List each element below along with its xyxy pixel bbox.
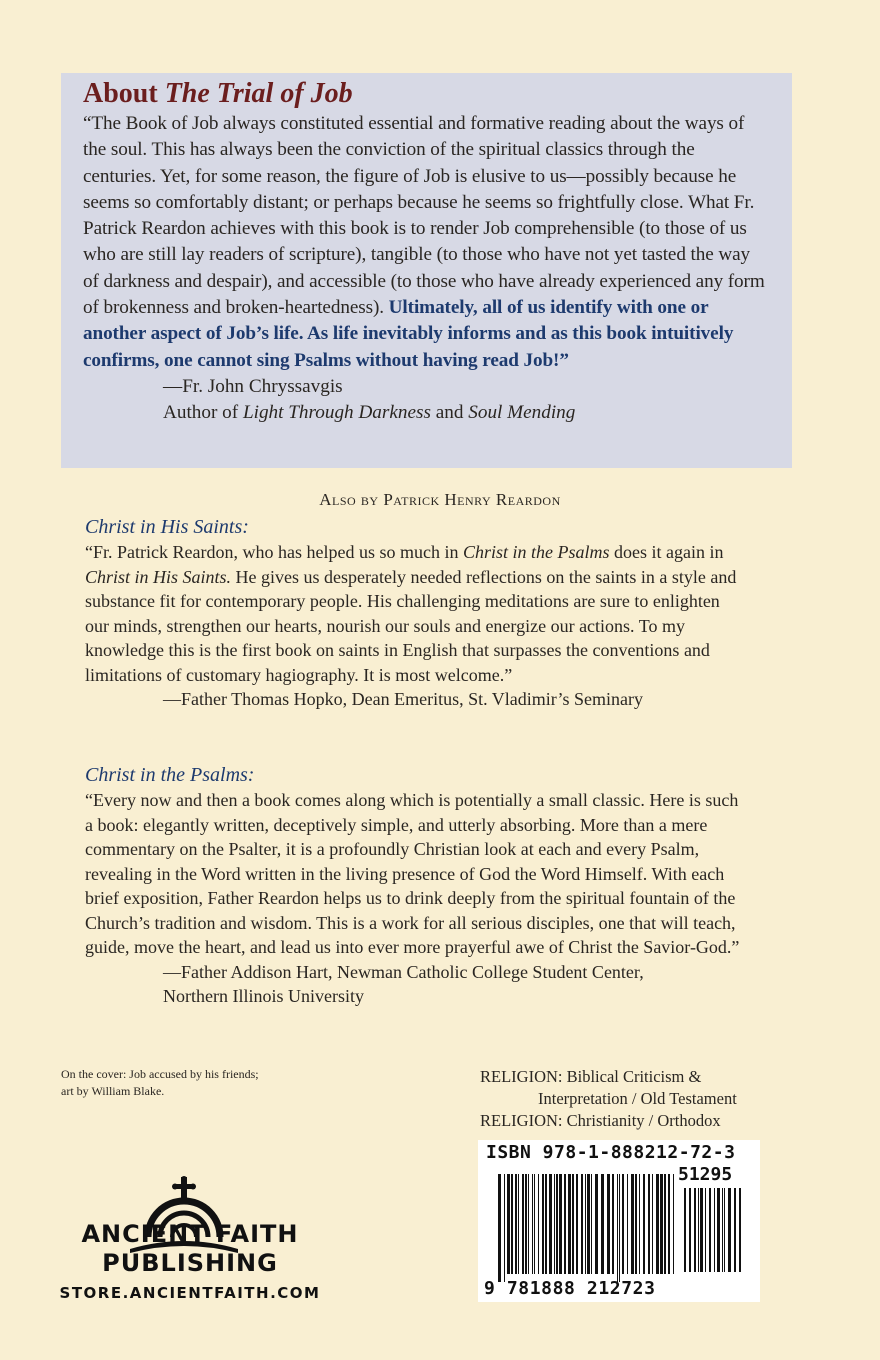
barcode-bar [714, 1188, 715, 1272]
barcode-bar [656, 1174, 659, 1274]
isbn-barcode [478, 1140, 760, 1302]
category-1-line-2: Interpretation / Old Testament [538, 1089, 737, 1108]
barcode-bar [525, 1174, 527, 1274]
publisher-line-2: PUBLISHING [102, 1249, 278, 1277]
barcode-bar [700, 1188, 703, 1272]
barcode-bar [528, 1174, 529, 1274]
ean-digits: 9 781888 212723 [484, 1278, 656, 1299]
author-book-2: Soul Mending [468, 402, 576, 424]
book-2-attribution-line-1: —Father Addison Hart, Newman Catholic College Student Center, [163, 961, 644, 982]
also-by-heading: Also by Patrick Henry Reardon [319, 490, 561, 509]
barcode-bar [619, 1174, 620, 1282]
category-2: RELIGION: Christianity / Orthodox [480, 1111, 721, 1130]
barcode-bar [698, 1188, 699, 1272]
author-book-1: Light Through Darkness [242, 402, 431, 424]
book-2-quote: “Every now and then a book comes along which is potentially a small classic. Here is such a book: elegantly written, deceptively simple, and utterly absorbing. More than a mere commentary on the Psalter, it is a profoundly Christian look at each and every Psalm, revealing in the Word written in the living presence of God the Word Himself. With each brief exposition, Father Reardon helps us to drink deeply from the spiritual fountain of the Church’s tradition and wisdom. This is a work for all serious disciples, one that will teach, guide, move the heart, and lead us into ever more prayerful awe of Christ the Savior-God.” [85, 790, 740, 957]
barcode-bar [664, 1174, 666, 1274]
about-title [83, 77, 770, 111]
barcode-bar [617, 1174, 618, 1282]
barcode-bar [684, 1188, 686, 1272]
price-code: 51295 [678, 1164, 733, 1185]
category-1-line-1: RELIGION: Biblical Criticism & [480, 1067, 702, 1086]
barcode-bar [538, 1174, 539, 1274]
barcode-bar [631, 1174, 634, 1274]
barcode-bar [511, 1174, 513, 1274]
barcode-bar [689, 1188, 691, 1272]
about-author-credit [83, 400, 770, 426]
barcode-bar [564, 1174, 566, 1274]
barcode-bar [554, 1174, 555, 1274]
about-title-book: The Trial of Job [164, 78, 353, 109]
about-panel [61, 73, 792, 468]
subject-categories [480, 1066, 800, 1132]
barcode-bar [568, 1174, 571, 1274]
barcode-bar [724, 1188, 725, 1272]
barcode-bar [542, 1174, 544, 1274]
barcode-bar [545, 1174, 547, 1274]
barcode-bar [515, 1174, 517, 1274]
barcode-bar [627, 1174, 628, 1274]
cover-note-line-1: On the cover: Job accused by his friends; [61, 1067, 259, 1081]
barcode-bar [556, 1174, 558, 1274]
book-1-title: Christ in His Saints: [85, 516, 249, 538]
barcode-bar [587, 1174, 590, 1274]
cover-note-line-2: art by William Blake. [61, 1084, 165, 1098]
barcode-bar [673, 1174, 674, 1274]
barcode-bar [549, 1174, 552, 1274]
barcode-bar [601, 1174, 604, 1274]
barcode-bar [576, 1174, 578, 1274]
book-1-quote-part-1: “Fr. Patrick Reardon, who has helped us so much in [85, 542, 463, 562]
publisher-line-1: ANCIENT FAITH [81, 1220, 299, 1248]
barcode-bar [639, 1174, 640, 1274]
barcode-bar [591, 1174, 592, 1274]
about-quote-highlight: Ultimately, all of us identify with one or another aspect of Job’s life. As life inevitably informs and as this book intuitively confirms, one cannot sing Psalms without having read Job!” [83, 297, 734, 371]
barcode-bar [668, 1174, 670, 1274]
barcode-bar [709, 1188, 711, 1272]
book-review-christ-in-his-saints [85, 514, 745, 712]
author-prefix: Author of [163, 402, 243, 424]
book-1-attribution: —Father Thomas Hopko, Dean Emeritus, St. Vladimir’s Seminary [163, 689, 643, 709]
barcode-bar [643, 1174, 645, 1274]
about-attribution: —Fr. John Chryssavgis [163, 375, 343, 397]
about-title-prefix: About [83, 78, 165, 109]
barcode-bar [648, 1174, 650, 1274]
cover-note [61, 1066, 311, 1100]
barcode-bar [722, 1188, 723, 1272]
barcode-bar [595, 1174, 598, 1274]
barcode-bar [728, 1188, 731, 1272]
barcode-bar [635, 1174, 637, 1274]
barcode-bar [622, 1174, 624, 1274]
barcode-bar [694, 1188, 696, 1272]
barcode-bar [585, 1174, 586, 1274]
book-1-quote-italic-1: Christ in the Psalms [462, 542, 610, 562]
book-1-quote [85, 540, 745, 687]
isbn-number: ISBN 978-1-888212-72-3 [486, 1142, 736, 1163]
book-2-title: Christ in the Psalms: [85, 764, 255, 786]
barcode-bar [717, 1188, 720, 1272]
barcode-bar [532, 1174, 533, 1274]
book-1-quote-part-3: He gives us desperately needed reflections on the saints in a style and substance fit for contemporary people. His challenging meditations are sure to enlighten our minds, strengthen our hearts, nourish our souls and energize our actions. To my knowledge this is the first book on saints in English that surpasses the conventions and limitations of customary hagiography. It is most welcome.” [85, 566, 737, 685]
barcode-bar [572, 1174, 574, 1274]
book-2-attribution-line-2: Northern Illinois University [163, 986, 364, 1006]
price-barcode-bars [684, 1188, 746, 1272]
cross-icon [172, 1176, 196, 1201]
barcode-bar [534, 1174, 535, 1274]
barcode-bar [607, 1174, 610, 1274]
book-review-christ-in-the-psalms [85, 762, 745, 1009]
book-1-quote-italic-2: Christ in His Saints. [85, 566, 232, 587]
barcode-bar [734, 1188, 736, 1272]
publisher-name [40, 1220, 340, 1308]
barcode-bars [498, 1174, 678, 1282]
barcode-bar [612, 1174, 614, 1274]
barcode-bar [559, 1174, 562, 1274]
about-quote [83, 111, 770, 374]
barcode-bar [581, 1174, 583, 1274]
barcode-bar [739, 1188, 741, 1272]
author-and: and [430, 402, 469, 424]
book-1-quote-part-2: does it again in [609, 542, 724, 562]
about-quote-plain: “The Book of Job always constituted essential and formative reading about the ways of the soul. This has always been the conviction of the spiritual classics through the centuries. Yet, for some reason, the figure of Job is elusive to us—possibly because he seems so comfortably distant; or perhaps because he seems so frightfully close. What Fr. Patrick Reardon achieves with this book is to render Job comprehensible (to those of us who are still lay readers of scripture), tangible (to those who have not yet tasted the way of darkness and despair), and accessible (to those who have already experienced any form of brokenness and broken-heartedness). [83, 113, 765, 319]
barcode-bar [705, 1188, 706, 1272]
barcode-bar [652, 1174, 653, 1274]
publisher-url: STORE.ANCIENTFAITH.COM [59, 1284, 321, 1302]
barcode-bar [660, 1174, 663, 1274]
barcode-bar [504, 1174, 505, 1282]
barcode-bar [507, 1174, 510, 1274]
barcode-bar [498, 1174, 501, 1282]
barcode-bar [518, 1174, 519, 1274]
barcode-bar [522, 1174, 524, 1274]
